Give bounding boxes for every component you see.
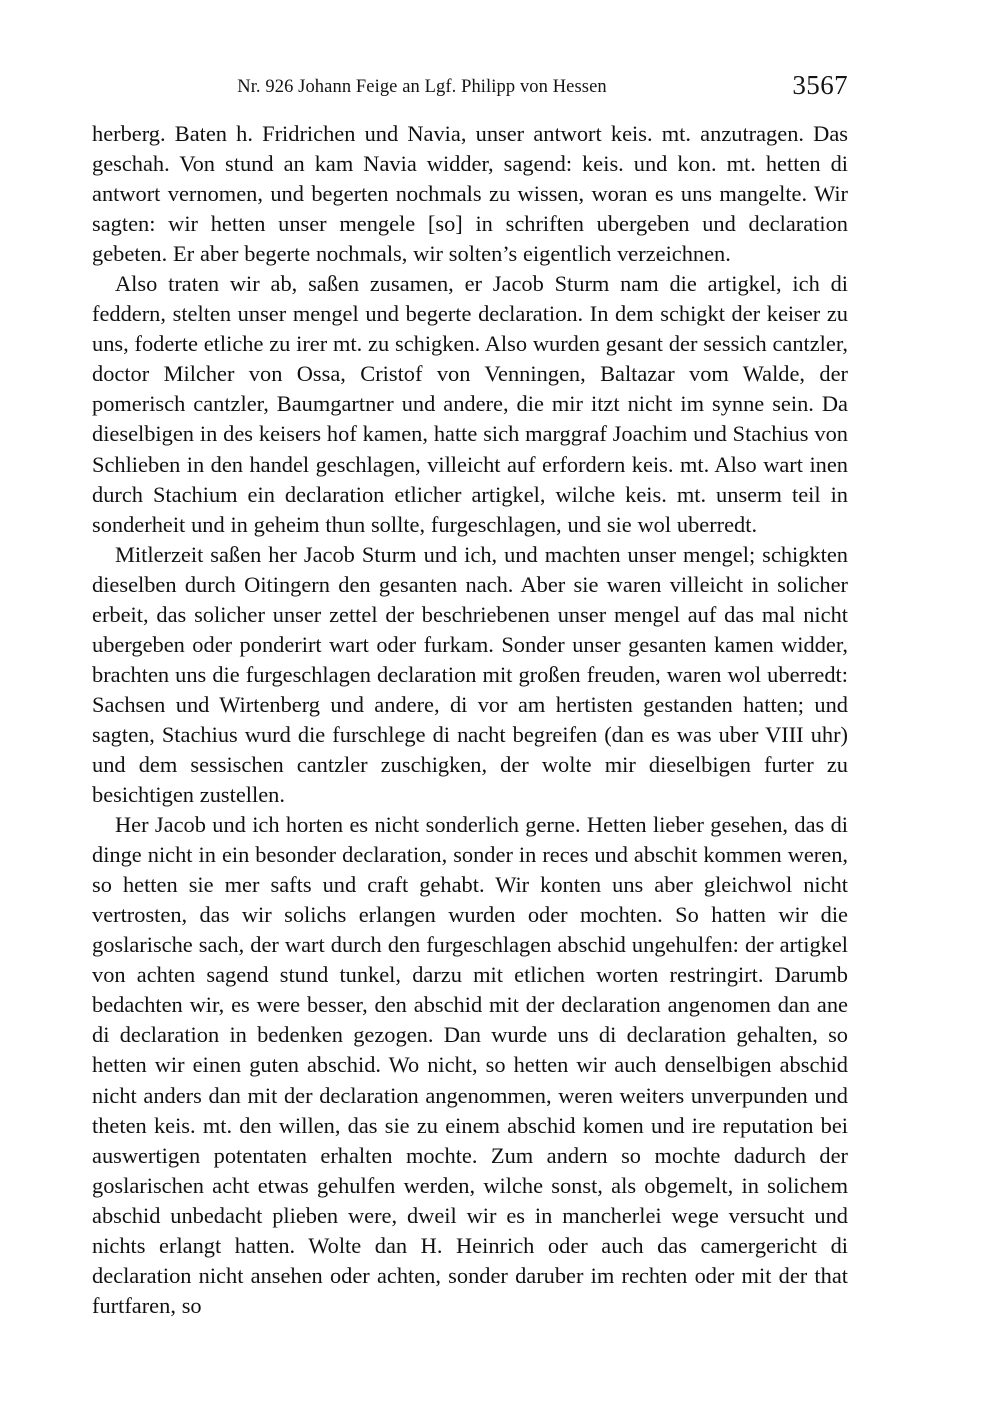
page-number: 3567 <box>792 70 848 100</box>
running-head-title: Nr. 926 Johann Feige an Lgf. Philipp von Hessen <box>237 77 607 97</box>
paragraph: Her Jacob und ich horten es nicht sonderlich gerne. Hetten lieber gesehen, das di dinge nicht in ein besonder declaration, sonder in reces und abschit kommen weren, so hetten sie mer safts und craft gehabt. Wir konten uns aber gleichwol nicht vertrosten, das wir solichs erlangen wurden oder mochten. So hatten wir die goslarische sach, der wart durch den furgeschlagen abschid ungehulfen: der artigkel von achten sagend stund tunkel, darzu mit etlichen worten restringirt. Darumb bedachten wir, es were besser, den abschid mit der declaration angenomen dan ane di declaration in bedenken gezogen. Dan wurde uns di declaration gehalten, so hetten wir einen guten abschid. Wo nicht, so hetten wir auch denselbigen abschid nicht anders dan mit der declaration angenommen, weren weiters unverpunden und theten keis. mt. den willen, das sie zu einem abschid komen und ire reputation bei auswertigen potentaten erhalten mochte. Zum andern so mochte dadurch der goslarischen acht etwas gehulfen werden, wilche sonst, als obgemelt, in solichem abschid unbedacht plieben were, dweil wir es in mancherlei wege versucht und nichts erlangt hatten. Wolte dan H. Heinrich oder auch das camergericht di declaration nicht ansehen oder achten, sonder daruber im rechten oder mit der that furtfaren, so <box>92 812 848 1318</box>
running-head <box>92 70 848 108</box>
paragraph: Also traten wir ab, saßen zusamen, er Jacob Sturm nam die artigkel, ich di feddern, stelten unser mengel und begerte declaration. In dem schigkt der keiser zu uns, foderte etliche zu irer mt. zu schigken. Also wurden gesant der sessich cantzler, doctor Milcher von Ossa, Cristof von Venningen, Baltazar vom Walde, der pomerisch cantzler, Baumgartner und andere, die mir itzt nicht im synne sein. Da dieselbigen in des keisers hof kamen, hatte sich marggraf Joachim und Stachius von Schlieben in den handel geschlagen, villeicht auf erfordern keis. mt. Also wart inen durch Stachium ein declaration etlicher artigkel, wilche keis. mt. unserm teil in sonderheit und in geheim thun sollte, furgeschlagen, und sie wol uberredt. <box>92 271 848 537</box>
paragraph: Mitlerzeit saßen her Jacob Sturm und ich, und machten unser mengel; schigkten dieselben durch Oitingern den gesanten nach. Aber sie waren villeicht in solicher erbeit, das solicher unser zettel der beschriebenen unser mengel auf das mal nicht ubergeben oder ponderirt wart oder furkam. Sonder unser gesanten kamen widder, brachten uns die furgeschlagen declaration mit großen freuden, waren wol uberredt: Sachsen und Wirtenberg und andere, di vor am hertisten gestanden hatten; und sagten, Stachius wurd die furschlege di nacht begreifen (dan es was uber VIII uhr) und dem sessischen cantzler zuschigken, der wolte mir dieselbigen furter zu besichtigen zustellen. <box>92 541 848 808</box>
paragraph: herberg. Baten h. Fridrichen und Navia, unser antwort keis. mt. anzutragen. Das geschah. Von stund an kam Navia widder, sagend: keis. und kon. mt. hetten di antwort vernomen, und begerten nochmals zu wissen, woran es uns mangelte. Wir sagten: wir hetten unser mengele [so] in schriften ubergeben und declaration gebeten. Er aber begerte nochmals, wir solten’s eigentlich verzeichnen. <box>92 121 848 267</box>
text-column <box>92 119 848 1321</box>
